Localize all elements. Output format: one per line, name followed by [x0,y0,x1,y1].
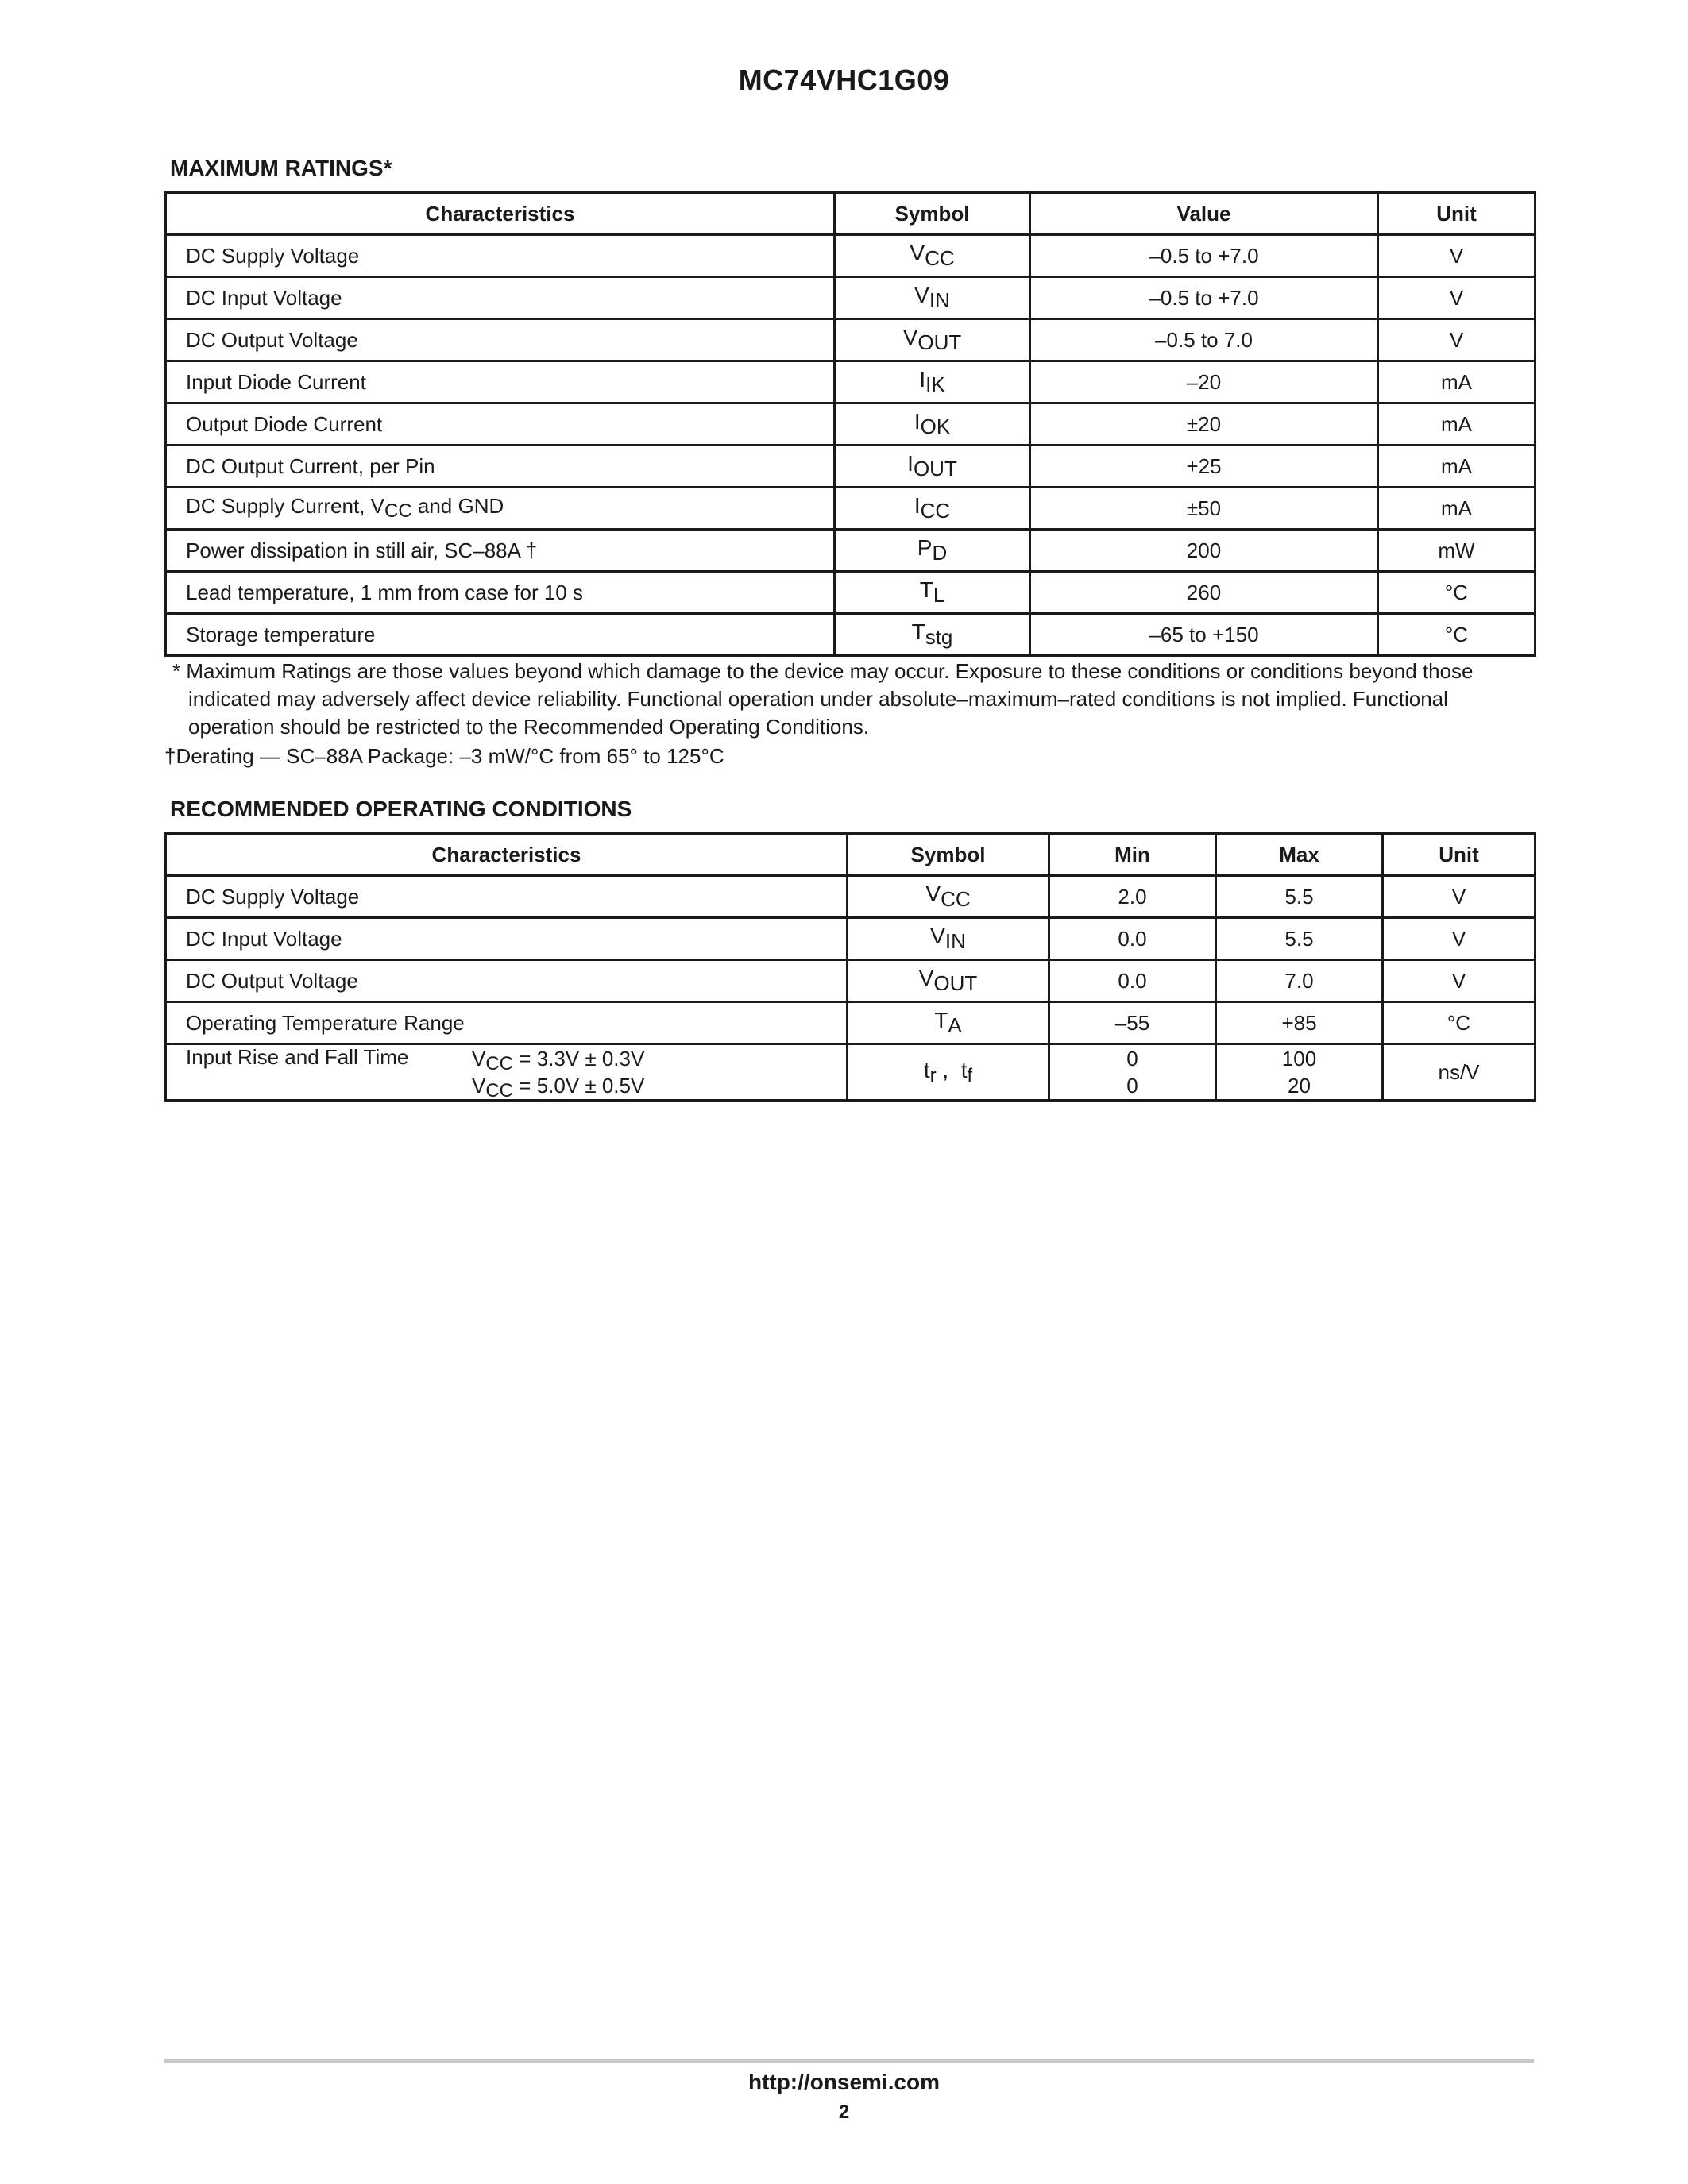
cell-symbol: $T_L$ [835,572,1030,614]
derating-footnote: †Derating — SC–88A Package: –3 mW/°C from 65° to 125°C [164,744,724,768]
cell-characteristic: DC Output Voltage [166,960,848,1002]
cell-symbol: $T_A$ [848,1002,1049,1044]
header-characteristics: Characteristics [166,193,835,235]
rec-conditions-table [164,832,1536,1102]
rec-conditions-title: RECOMMENDED OPERATING CONDITIONS [170,797,632,821]
table-header-row [166,834,1535,876]
cell-characteristic: Input Diode Current [166,361,835,403]
cell-characteristic: Power dissipation in still air, SC–88A † [166,530,835,572]
table-row [166,918,1535,960]
table-row [166,572,1535,614]
header-characteristics: Characteristics [166,834,848,876]
cell-min: 0 0 [1049,1044,1216,1101]
table-row [166,319,1535,361]
page-title: MC74VHC1G09 [738,64,950,96]
max-ratings-footnote: * Maximum Ratings are those values beyond which damage to the device may occur. Exposure to these conditions or conditions beyond those indicated may adversely affect device reliability. Functional operation under absolute–maximum–rated conditions is not implied. Functional operation should be restricted to the Recommended Operating Conditions. [172,659,1474,739]
condition-line: $V_{CC} = 3.3V \pm 0.3V$ [472,1047,645,1075]
table-header-row [166,193,1535,235]
header-max: Max [1216,834,1383,876]
cell-unit: V [1383,876,1535,918]
cell-value: ±50 [1030,488,1378,530]
cell-unit: °C [1383,1002,1535,1044]
cell-characteristic: DC Output Current, per Pin [166,446,835,488]
max-ratings-notes [164,658,1534,770]
cell-characteristic [166,1044,848,1101]
cell-max: +85 [1216,1002,1383,1044]
cell-max: 100 20 [1216,1044,1383,1101]
table-row [166,361,1535,403]
cell-characteristic: DC Supply Current, $V_{CC}$ and GND [166,488,835,530]
header-symbol: Symbol [835,193,1030,235]
header-symbol: Symbol [848,834,1049,876]
table-row [166,876,1535,918]
max-ratings-table [164,191,1536,657]
rise-fall-conditions [472,1045,645,1102]
cell-symbol: $I_{OUT}$ [835,446,1030,488]
cell-value: +25 [1030,446,1378,488]
table-row [166,403,1535,446]
cell-symbol: $I_{IK}$ [835,361,1030,403]
header-unit: Unit [1378,193,1535,235]
cell-unit: V [1383,960,1535,1002]
cell-characteristic: DC Supply Voltage [166,876,848,918]
cell-unit: mW [1378,530,1535,572]
cell-unit: V [1383,918,1535,960]
cell-symbol: $V_{IN}$ [848,918,1049,960]
cell-unit: °C [1378,614,1535,656]
cell-unit: mA [1378,446,1535,488]
cell-characteristic: DC Input Voltage [166,918,848,960]
cell-value: 260 [1030,572,1378,614]
cell-characteristic: DC Input Voltage [166,277,835,319]
cell-max: 7.0 [1216,960,1383,1002]
cell-value: –20 [1030,361,1378,403]
cell-value: 200 [1030,530,1378,572]
cell-unit: °C [1378,572,1535,614]
cell-symbol: $V_{CC}$ [835,235,1030,277]
table-row [166,488,1535,530]
cell-max: 5.5 [1216,876,1383,918]
table-row [166,277,1535,319]
table-row [166,530,1535,572]
cell-value: –0.5 to +7.0 [1030,235,1378,277]
cell-min: 0.0 [1049,960,1216,1002]
cell-symbol: $t_r$ , $t_f$ [848,1044,1049,1101]
cell-unit: mA [1378,488,1535,530]
table-row [166,446,1535,488]
cell-min: 2.0 [1049,876,1216,918]
cell-value: ±20 [1030,403,1378,446]
cell-symbol: $P_D$ [835,530,1030,572]
page-number: 2 [838,2101,850,2123]
cell-symbol: $V_{OUT}$ [835,319,1030,361]
cell-min: –55 [1049,1002,1216,1044]
cell-characteristic: DC Supply Voltage [166,235,835,277]
cell-symbol: $V_{CC}$ [848,876,1049,918]
cell-characteristic: Output Diode Current [166,403,835,446]
table-row [166,1044,1535,1101]
cell-characteristic: Operating Temperature Range [166,1002,848,1044]
cell-value: –0.5 to +7.0 [1030,277,1378,319]
cell-unit: V [1378,235,1535,277]
cell-unit: ns/V [1383,1044,1535,1101]
header-unit: Unit [1383,834,1535,876]
cell-unit: V [1378,277,1535,319]
header-min: Min [1049,834,1216,876]
table-row [166,1002,1535,1044]
cell-symbol: $I_{CC}$ [835,488,1030,530]
cell-unit: mA [1378,403,1535,446]
cell-symbol: $T_{stg}$ [835,614,1030,656]
cell-symbol: $V_{IN}$ [835,277,1030,319]
condition-line: $V_{CC} = 5.0V \pm 0.5V$ [472,1074,645,1102]
cell-symbol: $I_{OK}$ [835,403,1030,446]
rise-fall-label: Input Rise and Fall Time [186,1045,409,1069]
cell-symbol: $V_{OUT}$ [848,960,1049,1002]
table-row [166,614,1535,656]
cell-value: –0.5 to 7.0 [1030,319,1378,361]
cell-unit: mA [1378,361,1535,403]
max-ratings-title: MAXIMUM RATINGS* [170,156,392,180]
footer-url-link[interactable]: http://onsemi.com [747,2070,941,2094]
footer-divider [164,2059,1534,2063]
cell-characteristic: DC Output Voltage [166,319,835,361]
table-row [166,960,1535,1002]
cell-min: 0.0 [1049,918,1216,960]
cell-characteristic: Lead temperature, 1 mm from case for 10 s [166,572,835,614]
cell-max: 5.5 [1216,918,1383,960]
cell-characteristic: Storage temperature [166,614,835,656]
header-value: Value [1030,193,1378,235]
cell-unit: V [1378,319,1535,361]
table-row [166,235,1535,277]
cell-value: –65 to +150 [1030,614,1378,656]
